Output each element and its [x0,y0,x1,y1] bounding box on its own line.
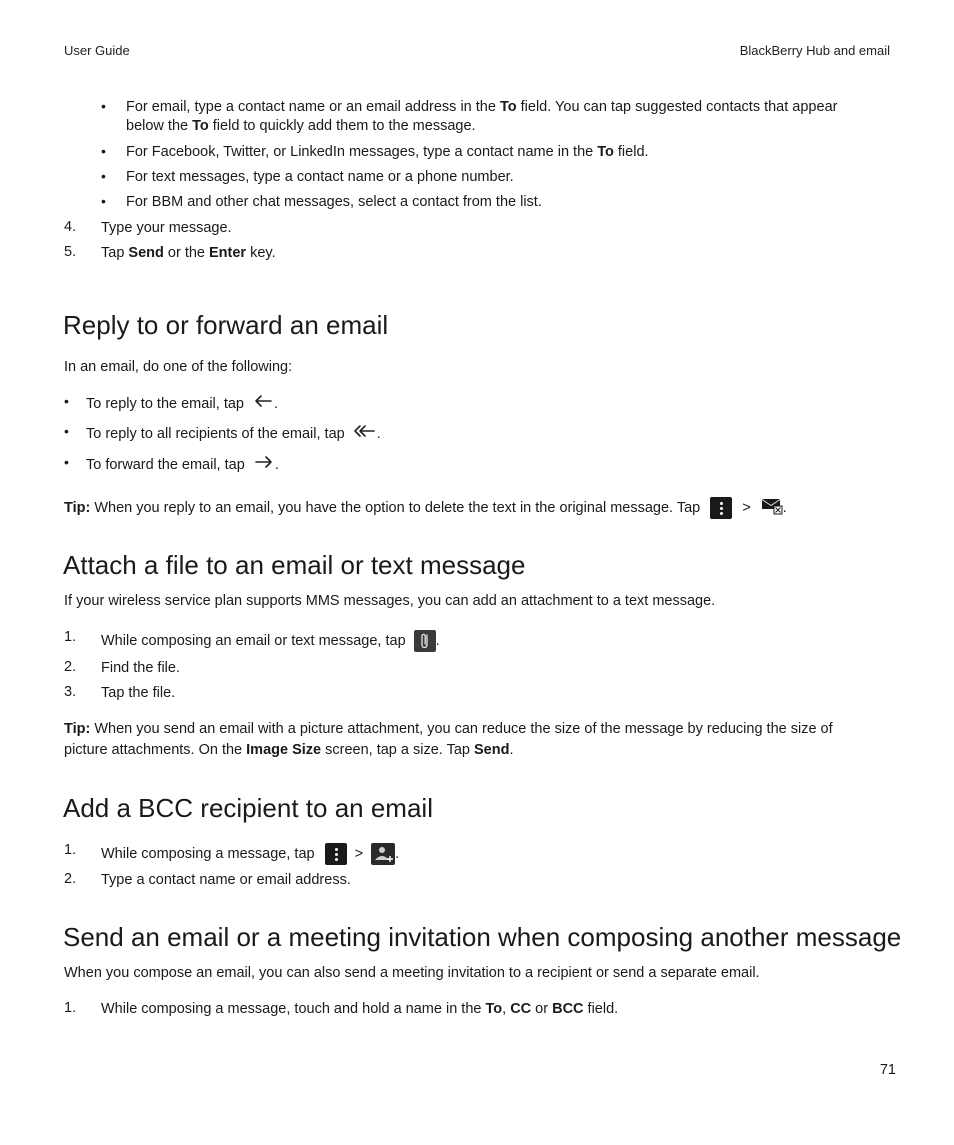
step-text: While composing a message, tap > . [101,843,399,865]
step-text: While composing a message, touch and hold a name in the To, CC or BCC field. [101,1001,619,1017]
reply-all-icon [353,423,377,445]
section-heading-attach: Attach a file to an email or text message [63,550,526,580]
tip-paragraph: Tip: When you send an email with a picture attachment, you can reduce the size of the message by reducing the size of [64,721,833,737]
list-item: For Facebook, Twitter, or LinkedIn messages, type a contact name in the To field. [126,144,649,160]
step-text: Type your message. [101,220,232,236]
step-number: 1. [64,629,77,645]
more-actions-icon [710,497,732,519]
tip-paragraph: Tip: When you reply to an email, you have the option to delete the text in the original message. Tap > . [64,495,787,521]
bullet-marker: • [64,423,69,439]
section-heading-send: Send an email or a meeting invitation when composing another message [63,922,902,952]
list-item: For BBM and other chat messages, select a contact from the list. [126,194,542,210]
bullet-marker: • [101,193,106,209]
list-item: To reply to all recipients of the email, tap . [86,423,381,445]
step-text: Type a contact name or email address. [101,872,351,888]
reply-icon [252,393,274,415]
bullet-marker: • [101,143,106,159]
list-item: To reply to the email, tap . [86,393,278,415]
section-heading-reply: Reply to or forward an email [63,310,389,340]
list-item: For email, type a contact name or an email address in the To field. You can tap suggested contacts that appear [126,99,838,115]
page-number: 71 [879,1062,896,1078]
section-intro: If your wireless service plan supports MMS messages, you can add an attachment to a text message. [64,593,716,609]
bullet-marker: • [101,98,106,114]
running-header-right: BlackBerry Hub and email [739,43,890,58]
step-number: 1. [64,842,77,858]
step-number: 4. [64,219,77,235]
step-number: 1. [64,1000,77,1016]
bullet-marker: • [101,168,106,184]
forward-icon [253,454,275,476]
step-text: Find the file. [101,660,180,676]
list-item-continuation: below the To field to quickly add them to the message. [126,118,476,134]
step-text: Tap the file. [101,685,176,701]
bullet-marker: • [64,454,69,470]
step-text: Tap Send or the Enter key. [101,245,276,261]
list-item: For text messages, type a contact name or a phone number. [126,169,514,185]
step-number: 3. [64,684,77,700]
more-actions-icon [325,843,347,865]
step-number: 2. [64,659,77,675]
step-number: 2. [64,871,77,887]
step-text: While composing an email or text message, tap . [101,630,440,652]
list-item: To forward the email, tap . [86,454,279,476]
tip-paragraph-continuation: picture attachments. On the Image Size screen, tap a size. Tap Send. [64,742,514,758]
section-intro: In an email, do one of the following: [64,359,293,375]
add-bcc-icon [371,843,395,865]
step-number: 5. [64,244,77,260]
section-heading-bcc: Add a BCC recipient to an email [63,793,433,823]
paperclip-icon [414,630,436,652]
running-header-left: User Guide [64,43,130,58]
remove-original-text-icon [761,495,783,521]
section-intro: When you compose an email, you can also send a meeting invitation to a recipient or send a separate email. [64,965,760,981]
bullet-marker: • [64,393,69,409]
